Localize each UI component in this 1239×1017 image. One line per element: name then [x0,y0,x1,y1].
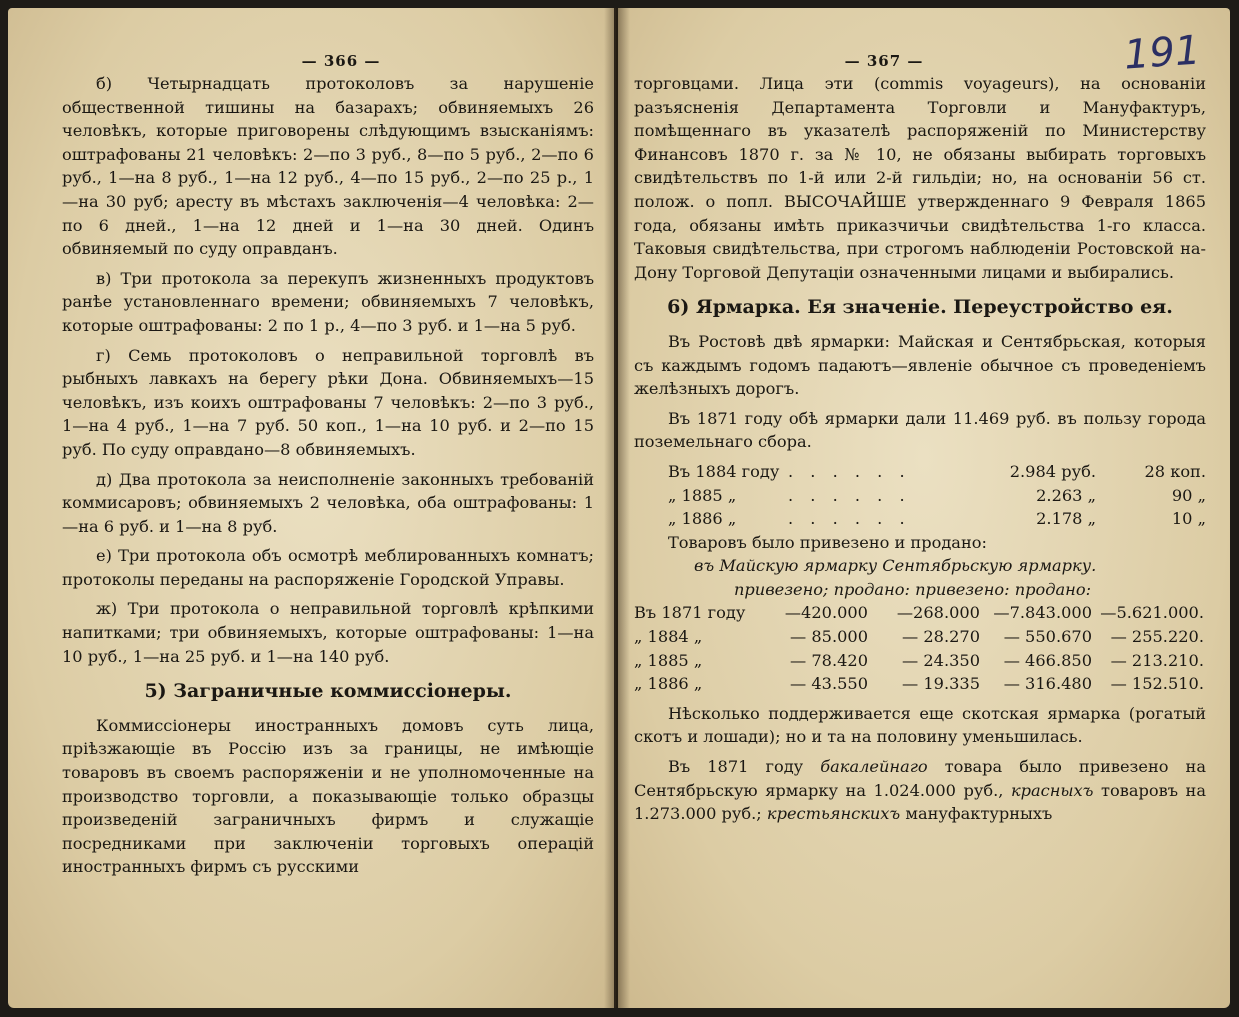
goods-row [634,649,1206,673]
goods-row-year: „ 1885 „ [634,650,703,670]
paragraph-b: б) Четырнадцать протоколовъ за нарушеніе общественной тишины на базарахъ; обвиняемыхъ 26 человѣкъ, которые приговорены слѣдующимъ взысканіямъ: оштрафованы 21 человѣкъ: 2—по 3 руб., 8—по 5 руб., 2—по 6 руб., 1—на 8 руб., 1—на 12 руб., 4—по 15 руб., 2—по 25 р., 1—на 30 руб; аресту въ мѣстахъ заключенія—4 человѣка: 2—по 6 дней., 1—на 12 дней и 1—на 30 дней. Одинъ обвиняемый по суду оправданъ. [62,74,594,259]
paragraph-continuation: торговцами. Лица эти (commis voyageurs), на основаніи разъясненія Департамента Торговли и Мануфактуръ, помѣщеннаго въ указателѣ распоряженій по Министерству Финансовъ 1870 г. за № 10, не обязаны выбирать торговыхъ свидѣтельствъ по 1-й или 2-й гильдіи; но, на основаніи 56 ст. полож. о попл. ВЫСОЧАЙШЕ утвержденнаго 9 Февраля 1865 года, обязаны имѣть приказчичьи свидѣтельства 1-го класса. Таковыя свидѣтельства, при строгомъ наблюденіи Ростовской на-Дону Торговой Депутаціи означенными лицами и выбирались. [634,74,1206,282]
para4-italic-peasant: крестьянскихъ [766,804,901,824]
goods-may-sold: — 19.335 [902,674,980,694]
goods-sep-sold: — 255.220. [1110,627,1204,647]
fair-income-row [634,507,1206,531]
right-page [618,8,1230,1008]
handwritten-folio-number: 191 [1122,27,1202,79]
fair-income-row [634,460,1206,484]
section-title-fair: 6) Ярмарка. Ея значеніе. Переустройство ея. [667,296,1173,319]
fair-income-dots: . . . . . . [788,485,911,505]
paragraph-zh: ж) Три протокола о неправильной торговлѣ крѣпкими напитками; три обвиняемыхъ, которые оштрафованы: 1—на 10 руб., 1—на 25 руб. и 1—на 140 руб. [62,599,594,666]
goods-may-sold: — 28.270 [902,627,980,647]
fair-income-year: „ 1885 „ [668,485,737,505]
goods-may-brought: — 85.000 [790,627,868,647]
goods-row-year: „ 1884 „ [634,627,703,647]
goods-may-sold: —268.000 [896,603,980,623]
fair-income-rub: 2.178 „ [1036,509,1096,529]
goods-sep-sold: — 213.210. [1110,650,1204,670]
goods-row [634,601,1206,625]
goods-sep-sold: —5.621.000. [1100,603,1204,623]
right-page-text [634,72,1206,826]
goods-may-brought: — 43.550 [790,674,868,694]
left-page [8,8,614,1008]
goods-may-brought: —420.000 [784,603,868,623]
paragraph-commissioners: Коммиссіонеры иностранныхъ домовъ суть лица, пріѣзжающіе въ Россію изъ за границы, не имѣющіе товаровъ въ своемъ распоряженіи и не уполномоченные на производство торговли, а показывающіе только образцы произведеній заграничныхъ фирмъ и служащіе посредниками при заключеніи торговыхъ операцій иностранныхъ фирмъ съ русскими [62,715,594,877]
goods-sep-brought: — 550.670 [1003,627,1092,647]
fair-income-kop: 90 „ [1171,485,1206,505]
goods-fairs-line: въ Майскую ярмарку Сентябрьскую ярмарку. [694,556,1097,576]
fair-income-kop: 10 „ [1171,509,1206,529]
paragraph-1871-goods [634,755,1206,826]
paragraph-v: в) Три протокола за перекупъ жизненныхъ продуктовъ ранѣе установленнаго времени; обвиняемыхъ 7 человѣкъ, которые оштрафованы: 2 по 1 р., 4—по 3 руб. и 1—на 5 руб. [62,268,594,335]
goods-may-sold: — 24.350 [902,650,980,670]
goods-row-year: „ 1886 „ [634,674,703,694]
left-page-text [62,72,594,879]
page-number-left: — 366 — [301,52,381,70]
goods-sep-brought: — 466.850 [1003,650,1092,670]
fair-income-year: Въ 1884 году [668,461,780,481]
page-number-right: — 367 — [844,52,924,70]
para4-part: товара было привезено на Сентябрьскую ярмарку на 1.024.000 руб., [634,757,1206,800]
fair-income-kop: 28 коп. [1144,461,1206,481]
goods-row [634,625,1206,649]
fair-income-dots: . . . . . . [788,461,911,481]
goods-row-year: Въ 1871 году [634,603,746,623]
fair-income-dots: . . . . . . [788,509,911,529]
para4-part: Въ 1871 году [668,757,821,777]
para4-italic-grocery: бакалейнаго [820,757,928,777]
fair-income-rub: 2.984 руб. [1009,461,1096,481]
paragraph-d: д) Два протокола за неисполненіе законныхъ требованій коммисаровъ; обвиняемыхъ 2 человѣка, оба оштрафованы: 1—на 6 руб. и 1—на 8 руб. [62,469,594,536]
section-title-commissioners: 5) Заграничные коммиссіонеры. [144,680,512,703]
goods-sep-brought: — 316.480 [1003,674,1092,694]
paragraph-two-fairs: Въ Ростовѣ двѣ ярмарки: Майская и Сентябрьская, которыя съ каждымъ годомъ падаютъ—явленіе обычное съ проведеніемъ желѣзныхъ дорогъ. [634,331,1206,399]
goods-intro: Товаровъ было привезено и продано: [668,532,987,552]
book-gutter [604,8,630,1008]
goods-columns: привезено; продано: привезено: продано: [734,579,1092,599]
goods-row [634,672,1206,696]
goods-sep-brought: —7.843.000 [993,603,1092,623]
paragraph-e: е) Три протокола объ осмотрѣ меблированныхъ комнатъ; протоколы переданы на распоряженіе Городской Управы. [62,546,594,589]
paragraph-cattle-fair: Нѣсколько поддерживается еще скотская ярмарка (рогатый скотъ и лошади); но и та на половину уменьшилась. [634,703,1206,747]
goods-sep-sold: — 152.510. [1110,674,1204,694]
fair-income-year: „ 1886 „ [668,509,737,529]
fair-income-rub: 2.263 „ [1036,485,1096,505]
para4-part: товаровъ на 1.273.000 руб.; [634,780,1206,824]
goods-may-brought: — 78.420 [790,650,868,670]
para4-italic-red: красныхъ [1010,780,1094,800]
paragraph-g: г) Семь протоколовъ о неправильной торговлѣ въ рыбныхъ лавкахъ на берегу рѣки Дона. Обвиняемыхъ—15 человѣкъ, изъ коихъ оштрафованы 7 человѣкъ: 2—по 3 руб., 1—на 4 руб., 1—на 7 руб. 50 коп., 1—на 10 руб. и 2—по 15 руб. По суду оправдано—8 обвиняемыхъ. [62,345,594,459]
para4-part: мануфактурныхъ [900,804,1053,824]
fair-income-row [634,484,1206,508]
paragraph-1871-income: Въ 1871 году обѣ ярмарки дали 11.469 руб. въ пользу города поземельнаго сбора. [634,408,1206,452]
